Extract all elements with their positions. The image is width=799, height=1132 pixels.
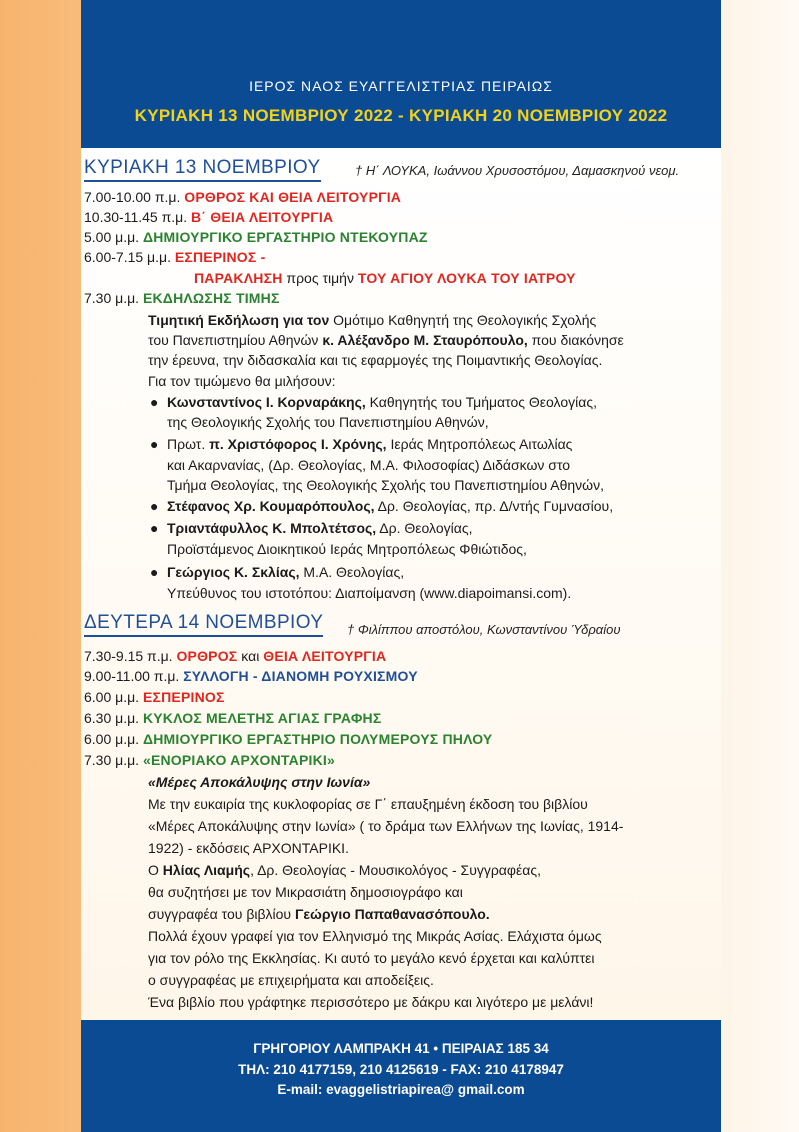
- speaker-item: Πρωτ. π. Χριστόφορος Ι. Χρόνης, Ιεράς Μητροπόλεως Αιτωλίας: [167, 436, 573, 452]
- event-description: Με την ευκαιρία της κυκλοφορίας σε Γ΄ επαυξημένη έκδοση του βιβλίου: [148, 796, 588, 812]
- bullet-icon: ●: [150, 564, 159, 580]
- bullet-icon: ●: [150, 520, 159, 536]
- speaker-item: Γεώργιος Κ. Σκλίας, Μ.Α. Θεολογίας,: [167, 564, 405, 580]
- bullet-icon: ●: [150, 498, 159, 514]
- church-name: ΙΕΡΟΣ ΝΑΟΣ ΕΥΑΓΓΕΛΙΣΤΡΙΑΣ ΠΕΙΡΑΙΩΣ: [249, 78, 553, 94]
- event-description: του Πανεπιστημίου Αθηνών κ. Αλέξανδρο Μ. Σταυρόπουλο, που διακόνησε: [148, 332, 624, 348]
- schedule-item: 7.00-10.00 π.μ. ΟΡΘΡΟΣ ΚΑΙ ΘΕΙΑ ΛΕΙΤΟΥΡΓΙΑ: [84, 189, 402, 205]
- bullet-icon: ●: [150, 436, 159, 452]
- date-range: ΚΥΡΙΑΚΗ 13 ΝΟΕΜΒΡΙΟΥ 2022 - ΚΥΡΙΑΚΗ 20 ΝΟΕΜΒΡΙΟΥ 2022: [134, 106, 668, 125]
- header-banner: [81, 0, 721, 148]
- event-description: 1922) - εκδόσεις ΑΡΧΟΝΤΑΡΙΚΙ.: [148, 840, 349, 856]
- phones: ΤΗΛ: 210 4177159, 210 4125619 - FAX: 210 4178947: [238, 1062, 564, 1077]
- day-title-monday: ΔΕΥΤΕΡΑ 14 ΝΟΕΜΒΡΙΟΥ: [84, 612, 323, 637]
- bullet-icon: ●: [150, 394, 159, 410]
- event-description: Για τον τιμώμενο θα μιλήσουν:: [148, 373, 336, 389]
- speaker-item: και Ακαρνανίας, (Δρ. Θεολογίας, Μ.Α. Φιλοσοφίας) Διδάσκων στο: [167, 457, 571, 473]
- event-description: Ο Ηλίας Λιαμής, Δρ. Θεολογίας - Μουσικολόγος - Συγγραφέας,: [148, 862, 541, 878]
- event-description: Τιμητική Εκδήλωση για τον Ομότιμο Καθηγητή της Θεολογικής Σχολής: [148, 312, 597, 328]
- footer-contact: [81, 1020, 721, 1132]
- event-description: θα συζητήσει με τον Μικρασιάτη δημοσιογράφο και: [148, 884, 463, 900]
- event-description: συγγραφέα του βιβλίου Γεώργιο Παπαθανασόπουλο.: [148, 906, 490, 922]
- schedule-item: 7.30-9.15 π.μ. ΟΡΘΡΟΣ και ΘΕΙΑ ΛΕΙΤΟΥΡΓΙΑ: [84, 648, 387, 664]
- saint-sunday: † Η΄ ΛΟΥΚΑ, Ιωάννου Χρυσοστόμου, Δαμασκηνού νεομ.: [355, 163, 680, 178]
- event-description: ο συγγραφέας με επιχειρήματα και αποδείξεις.: [148, 972, 434, 988]
- speaker-item: Προϊστάμενος Διοικητικού Ιεράς Μητροπόλεως Φθιώτιδος,: [167, 541, 527, 557]
- event-description: την έρευνα, την διδασκαλία και τις εφαρμογές της Ποιμαντικής Θεολογίας.: [148, 352, 603, 368]
- speaker-item: Υπεύθυνος του ιστοτόπου: Διαποίμανση (www.diapoimansi.com).: [167, 585, 572, 601]
- schedule-item-continued: ΠΑΡΑΚΛΗΣΗ προς τιμήν ΤΟΥ ΑΓΙΟΥ ΛΟΥΚΑ ΤΟΥ ΙΑΤΡΟΥ: [194, 270, 576, 286]
- event-description: «Μέρες Αποκάλυψης στην Ιωνία» ( το δράμα των Ελλήνων της Ιωνίας, 1914-: [148, 818, 624, 834]
- schedule-item: 10.30-11.45 π.μ. Β΄ ΘΕΙΑ ΛΕΙΤΟΥΡΓΙΑ: [84, 209, 334, 225]
- event-description: Πολλά έχουν γραφεί για τον Ελληνισμό της Μικράς Ασίας. Ελάχιστα όμως: [148, 928, 602, 944]
- schedule-item: 6.00-7.15 μ.μ. ΕΣΠΕΡΙΝΟΣ -: [84, 249, 266, 265]
- speaker-item: Κωνσταντίνος Ι. Κορναράκης, Καθηγητής του Τμήματος Θεολογίας,: [167, 394, 597, 410]
- event-description: για τον ρόλο της Εκκλησίας. Κι αυτό το μεγάλο κενό έρχεται και καλύπτει: [148, 950, 595, 966]
- speaker-item: Στέφανος Χρ. Κουμαρόπουλος, Δρ. Θεολογίας, πρ. Δ/ντής Γυμνασίου,: [167, 498, 614, 514]
- email-link[interactable]: E-mail: evaggelistriapirea@ gmail.com: [277, 1082, 525, 1097]
- speaker-item: της Θεολογικής Σχολής του Πανεπιστημίου Αθηνών,: [167, 414, 489, 430]
- event-description: Ένα βιβλίο που γράφτηκε περισσότερο με δάκρυ και λιγότερο με μελάνι!: [148, 994, 594, 1010]
- schedule-item: 6.30 μ.μ. ΚΥΚΛΟΣ ΜΕΛΕΤΗΣ ΑΓΙΑΣ ΓΡΑΦΗΣ: [84, 710, 382, 726]
- schedule-item: 6.00 μ.μ. ΕΣΠΕΡΙΝΟΣ: [84, 689, 225, 705]
- schedule-item: 5.00 μ.μ. ΔΗΜΙΟΥΡΓΙΚΟ ΕΡΓΑΣΤΗΡΙΟ ΝΤΕΚΟΥΠΑΖ: [84, 229, 428, 245]
- book-title: «Μέρες Αποκάλυψης στην Ιωνία»: [148, 774, 371, 790]
- schedule-item: 6.00 μ.μ. ΔΗΜΙΟΥΡΓΙΚΟ ΕΡΓΑΣΤΗΡΙΟ ΠΟΛΥΜΕΡΟΥΣ ΠΗΛΟΥ: [84, 731, 493, 747]
- saint-monday: † Φιλίππου αποστόλου, Κωνσταντίνου Ύδραίου: [347, 622, 621, 637]
- day-title-sunday: ΚΥΡΙΑΚΗ 13 ΝΟΕΜΒΡΙΟΥ: [84, 157, 321, 182]
- schedule-item: 7.30 μ.μ. «ΕΝΟΡΙΑΚΟ ΑΡΧΟΝΤΑΡΙΚΙ»: [84, 752, 335, 768]
- address: ΓΡΗΓΟΡΙΟΥ ΛΑΜΠΡΑΚΗ 41 • ΠΕΙΡΑΙΑΣ 185 34: [253, 1041, 549, 1056]
- speaker-item: Τμήμα Θεολογίας, της Θεολογικής Σχολής του Πανεπιστημίου Αθηνών,: [167, 477, 604, 493]
- schedule-item: 7.30 μ.μ. ΕΚΔΗΛΩΣΗΣ ΤΙΜΗΣ: [84, 290, 280, 306]
- schedule-item: 9.00-11.00 π.μ. ΣΥΛΛΟΓΗ - ΔΙΑΝΟΜΗ ΡΟΥΧΙΣΜΟΥ: [84, 668, 418, 684]
- speaker-item: Τριαντάφυλλος Κ. Μπολτέτσος, Δρ. Θεολογίας,: [167, 520, 473, 536]
